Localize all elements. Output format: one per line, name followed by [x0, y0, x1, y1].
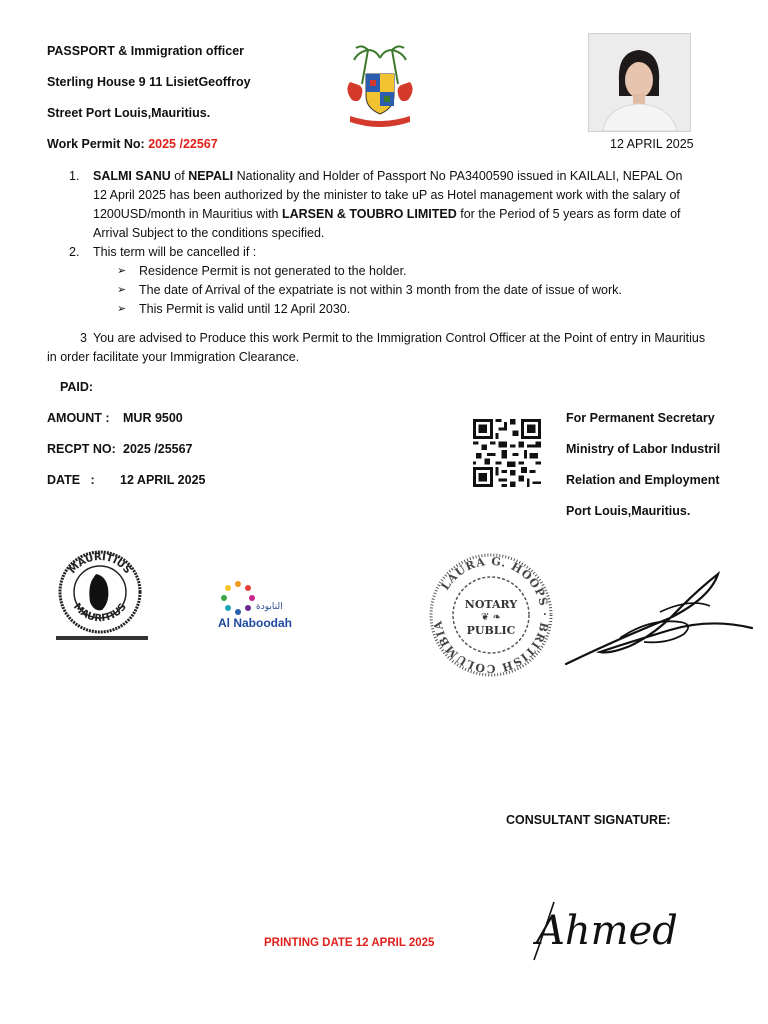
mauritius-seal-icon	[54, 548, 150, 644]
al-naboodah-logo	[218, 580, 308, 634]
clause-3	[47, 329, 707, 367]
receipt-value: 2025 /25567	[123, 442, 193, 456]
authority-line-1: For Permanent Secretary	[566, 411, 715, 425]
clause-2	[47, 243, 697, 262]
consultant-signature-label: CONSULTANT SIGNATURE:	[506, 813, 671, 827]
paid-label: PAID:	[60, 380, 94, 394]
issue-date: 12 APRIL 2025	[610, 137, 694, 151]
permit-number: 2025 /22567	[148, 137, 218, 151]
official-signature	[560, 568, 756, 670]
address-line-1: Sterling House 9 11 LisietGeoffroy	[47, 75, 251, 89]
svg-text:NOTARY: NOTARY	[464, 598, 518, 611]
arrow-bullet-icon: ➢	[117, 303, 127, 315]
clause-1-text-a: Nationality and Holder of Passport No PA3400590 issued in KAILALI, NEPAL On 12 April 2025 has been authorized by the minister to take uP as Hotel management work with the salary of 1200USD/month in Mauritius with	[93, 169, 683, 221]
receipt-label: RECPT NO:	[47, 442, 116, 456]
amount-label: AMOUNT :	[47, 411, 110, 425]
employer-name: LARSEN & TOUBRO LIMITED	[281, 207, 457, 221]
authority-line-4: Port Louis,Mauritius.	[566, 504, 691, 518]
al-naboodah-name: Al Naboodah	[218, 616, 292, 630]
svg-text:MAURITIUS: MAURITIUS	[71, 601, 129, 625]
clause-2-intro: This term will be cancelled if :	[93, 245, 257, 259]
qr-code-icon	[471, 419, 543, 487]
authority-line-3: Relation and Employment	[566, 473, 720, 487]
clause-1-of: of	[174, 169, 185, 183]
condition-text: The date of Arrival of the expatriate is not within 3 month from the date of issue of work.	[139, 283, 622, 297]
svg-text:Ahmed: Ahmed	[536, 908, 676, 954]
clause-1	[47, 167, 697, 243]
clause-3-text: You are advised to Produce this work Permit to the Immigration Control Officer at the Point of entry in Mauritius in order facilitate your Immigration Clearance.	[47, 331, 706, 364]
amount-value: MUR 9500	[123, 411, 183, 425]
permit-label: Work Permit No:	[47, 137, 145, 151]
arrow-bullet-icon: ➢	[117, 265, 127, 277]
conditions-list	[47, 167, 697, 319]
condition-item	[47, 262, 697, 281]
arrow-bullet-icon: ➢	[117, 284, 127, 296]
holder-nationality: NEPALI	[188, 169, 234, 183]
address-line-2: Street Port Louis,Mauritius.	[47, 106, 211, 120]
consultant-signature	[530, 892, 676, 964]
printing-date: PRINTING DATE 12 APRIL 2025	[264, 937, 435, 949]
clause-3-number: 3	[80, 331, 87, 345]
clause-1-text-b: for the Period of 5 years as form date of Arrival Subject to the conditions specified.	[93, 207, 681, 240]
clause-1-number: 1.	[69, 169, 80, 183]
notary-stamp-icon	[426, 550, 556, 680]
svg-text:MAURITIUS: MAURITIUS	[67, 551, 133, 577]
office-title: PASSPORT & Immigration officer	[47, 44, 245, 58]
svg-text:❦ ❧: ❦ ❧	[481, 612, 501, 623]
al-naboodah-arabic: النابودة	[256, 602, 283, 612]
authority-line-2: Ministry of Labor Industril	[566, 442, 721, 456]
condition-item	[47, 281, 697, 300]
date-label: DATE :	[47, 473, 95, 487]
condition-text: Residence Permit is not generated to the holder.	[139, 264, 407, 278]
condition-item	[47, 300, 697, 319]
svg-text:LAURA G. HOOPS · BRITISH COLUM: LAURA G. HOOPS · BRITISH COLUMBIA	[431, 554, 552, 676]
coat-of-arms-icon	[340, 44, 420, 128]
al-naboodah-emblem-icon	[220, 580, 256, 616]
date-value: 12 APRIL 2025	[120, 473, 206, 487]
permit-number-row	[47, 137, 218, 151]
svg-text:PUBLIC: PUBLIC	[466, 624, 516, 637]
holder-name: SALMI SANU	[93, 169, 171, 183]
clause-2-number: 2.	[69, 245, 80, 259]
condition-text: This Permit is valid until 12 April 2030.	[139, 302, 351, 316]
holder-photo	[588, 33, 691, 132]
